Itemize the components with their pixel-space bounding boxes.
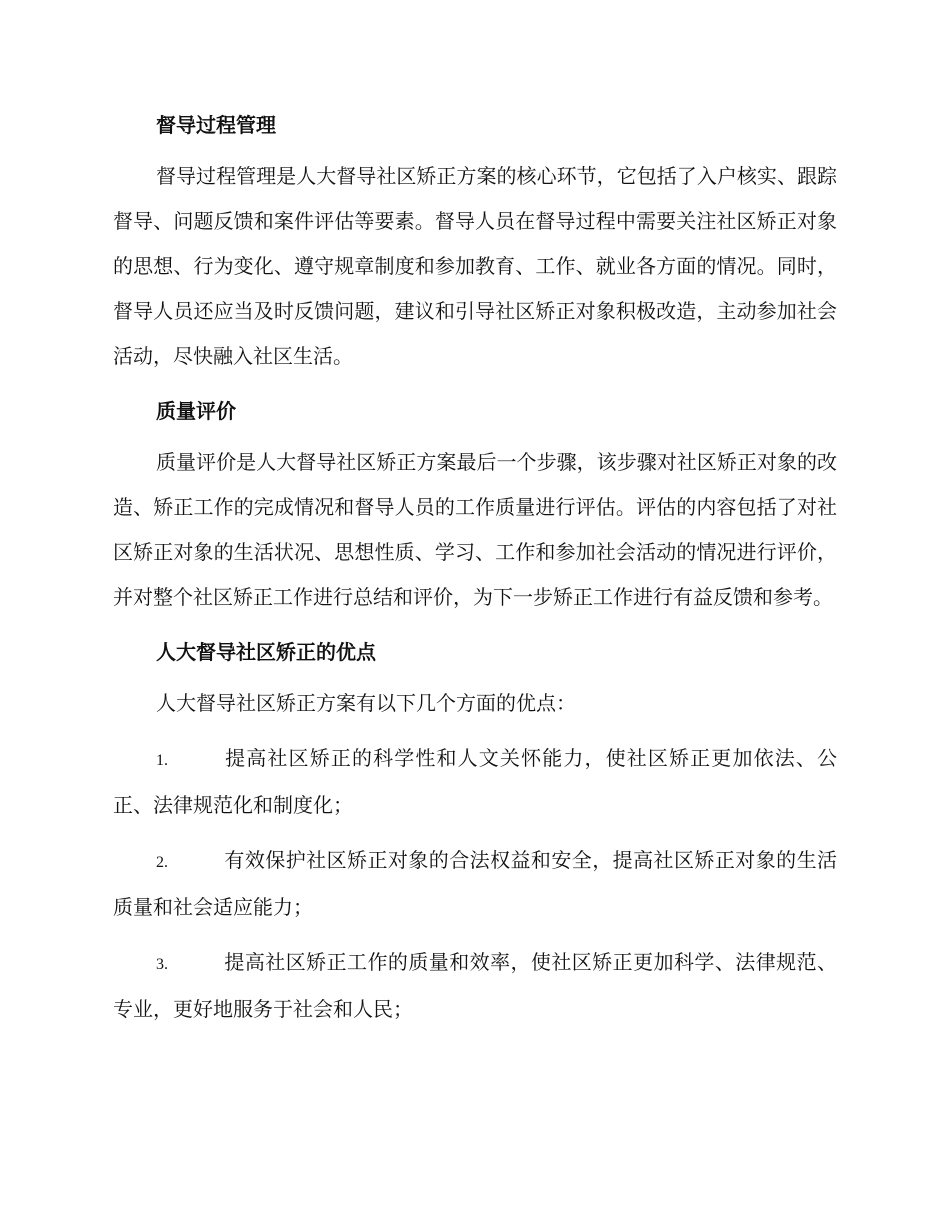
list-item <box>113 736 837 828</box>
list-text: 提高社区矫正工作的质量和效率，使社区矫正更加科学、法律规范、专业，更好地服务于社会和人民； <box>113 950 837 1021</box>
list-number: 1. <box>156 752 168 769</box>
list-number: 2. <box>156 854 168 871</box>
section-heading: 质量评价 <box>156 399 236 423</box>
section-heading: 督导过程管理 <box>156 113 276 137</box>
section-paragraph: 督导过程管理是人大督导社区矫正方案的核心环节，它包括了入户核实、跟踪督导、问题反馈和案件评估等要素。督导人员在督导过程中需要关注社区矫正对象的思想、行为变化、遵守规章制度和参加教育、工作、就业各方面的情况。同时，督导人员还应当及时反馈问题，建议和引导社区矫正对象积极改造，主动参加社会活动，尽快融入社区生活。 <box>113 164 837 368</box>
list-text: 有效保护社区矫正对象的合法权益和安全，提高社区矫正对象的生活质量和社会适应能力； <box>113 848 837 919</box>
list-item <box>113 838 837 930</box>
list-number: 3. <box>156 956 168 973</box>
section-paragraph: 人大督导社区矫正方案有以下几个方面的优点： <box>156 691 576 715</box>
list-item <box>113 940 837 1032</box>
list-text: 提高社区矫正的科学性和人文关怀能力，使社区矫正更加依法、公正、法律规范化和制度化； <box>113 746 837 817</box>
document-page <box>113 110 837 1032</box>
section-heading: 人大督导社区矫正的优点 <box>156 640 376 664</box>
section-paragraph: 质量评价是人大督导社区矫正方案最后一个步骤，该步骤对社区矫正对象的改造、矫正工作的完成情况和督导人员的工作质量进行评估。评估的内容包括了对社区矫正对象的生活状况、思想性质、学习、工作和参加社会活动的情况进行评价，并对整个社区矫正工作进行总结和评价，为下一步矫正工作进行有益反馈和参考。 <box>113 450 837 609</box>
